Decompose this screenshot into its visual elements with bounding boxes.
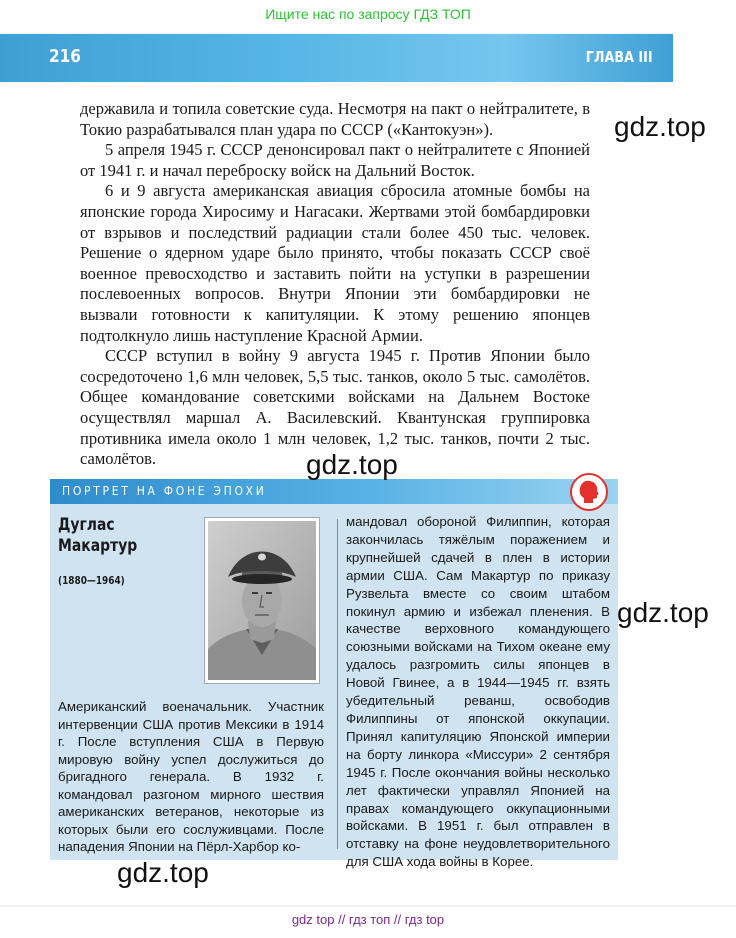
page-header: [0, 34, 673, 82]
footer-divider: [0, 905, 736, 907]
chapter-label: ГЛАВА III: [586, 48, 653, 66]
search-hint-link[interactable]: Ищите нас по запросу ГДЗ ТОП: [265, 6, 471, 22]
paragraph: 5 апреля 1945 г. СССР денонсировал пакт о нейтралитете с Японией от 1941 г. и начал переброску войск на Дальний Восток.: [80, 140, 590, 180]
portrait-box: [50, 479, 618, 870]
profile-head-icon: [570, 473, 608, 511]
person-last-name: Макартур: [58, 536, 138, 556]
paragraph: 6 и 9 августа американская авиация сбросила атомные бомбы на японские города Хиросиму и Нагасаки. Жертвами этой бомбардировки от взрывов и последствий радиации стали более 450 тыс. человек. Решение о ядерном ударе было принято, чтобы показать СССР своё военное превосходство и заставить пойти на уступки в разрешении послевоенных вопросов. Внутри Японии эти бомбардировки не вызвали готовности к капитуляции. К этому решению японцев подтолкнуло лишь наступление Красной Армии.: [80, 181, 590, 345]
portrait-box-title: ПОРТРЕТ НА ФОНЕ ЭПОХИ: [62, 484, 267, 498]
person-name: [58, 515, 137, 557]
paragraph: державила и топила советские суда. Несмотря на пакт о нейтралитете, в Токио разрабатывался план удара по СССР («Кантокуэн»).: [80, 99, 590, 139]
watermark: gdz.top: [117, 857, 209, 888]
biography-text-right: мандовал обороной Филиппин, которая закончилась тяжёлым поражением и крупнейшей сдачей в плен в истории армии США. Сам Макартур по приказу Рузвельта вместе со своим штабом покинул армию и избежал пленения. В качестве верховного командующего союзными войсками на Тихом океане ему удалось разгромить силы японцев в Новой Гвинее, а в 1944—1945 гг. взять убедительный реванш, освободив Филиппины от японской оккупации. Принял капитуляцию Японской империи на борту линкора «Миссури» 2 сентября 1945 г. После окончания войны несколько лет фактически управлял Японией на правах командующего оккупационными войсками. В 1951 г. был отправлен в отставку на фоне неудовлетворительного для США хода войны в Корее.: [346, 514, 610, 870]
footer-links[interactable]: gdz top // гдз топ // гдз top: [291, 912, 445, 927]
biography-text-left: Американский военачальник. Участник интервенции США против Мексики в 1914 г. После вступления США в Первую мировую войну успел дослужиться до бригадного генерала. В 1932 г. командовал разгоном мирного шествия американских ветеранов, некоторые из которых были его сослуживцами. После нападения Японии на Пёрл-Харбор ко-: [58, 699, 324, 854]
main-text: [80, 99, 590, 470]
page-number: 216: [49, 46, 81, 67]
watermark: gdz.top: [306, 449, 398, 480]
portrait-box-header: [50, 479, 618, 504]
column-divider: [337, 519, 338, 849]
watermark: gdz.top: [617, 597, 709, 628]
portrait-photo: [204, 517, 320, 684]
person-first-name: Дуглас: [58, 515, 115, 535]
watermark: gdz.top: [614, 111, 706, 142]
paragraph: СССР вступил в войну 9 августа 1945 г. Против Японии было сосредоточено 1,6 млн человек, 5,5 тыс. танков, около 5 тыс. самолётов. Общее командование советскими войсками на Дальнем Востоке осуществлял маршал А. Василевский. Квантунская группировка противника имела около 1 млн человек, 1,2 тыс. танков, почти 2 тыс. самолётов.: [80, 346, 590, 469]
person-dates: (1880—1964): [58, 575, 125, 587]
